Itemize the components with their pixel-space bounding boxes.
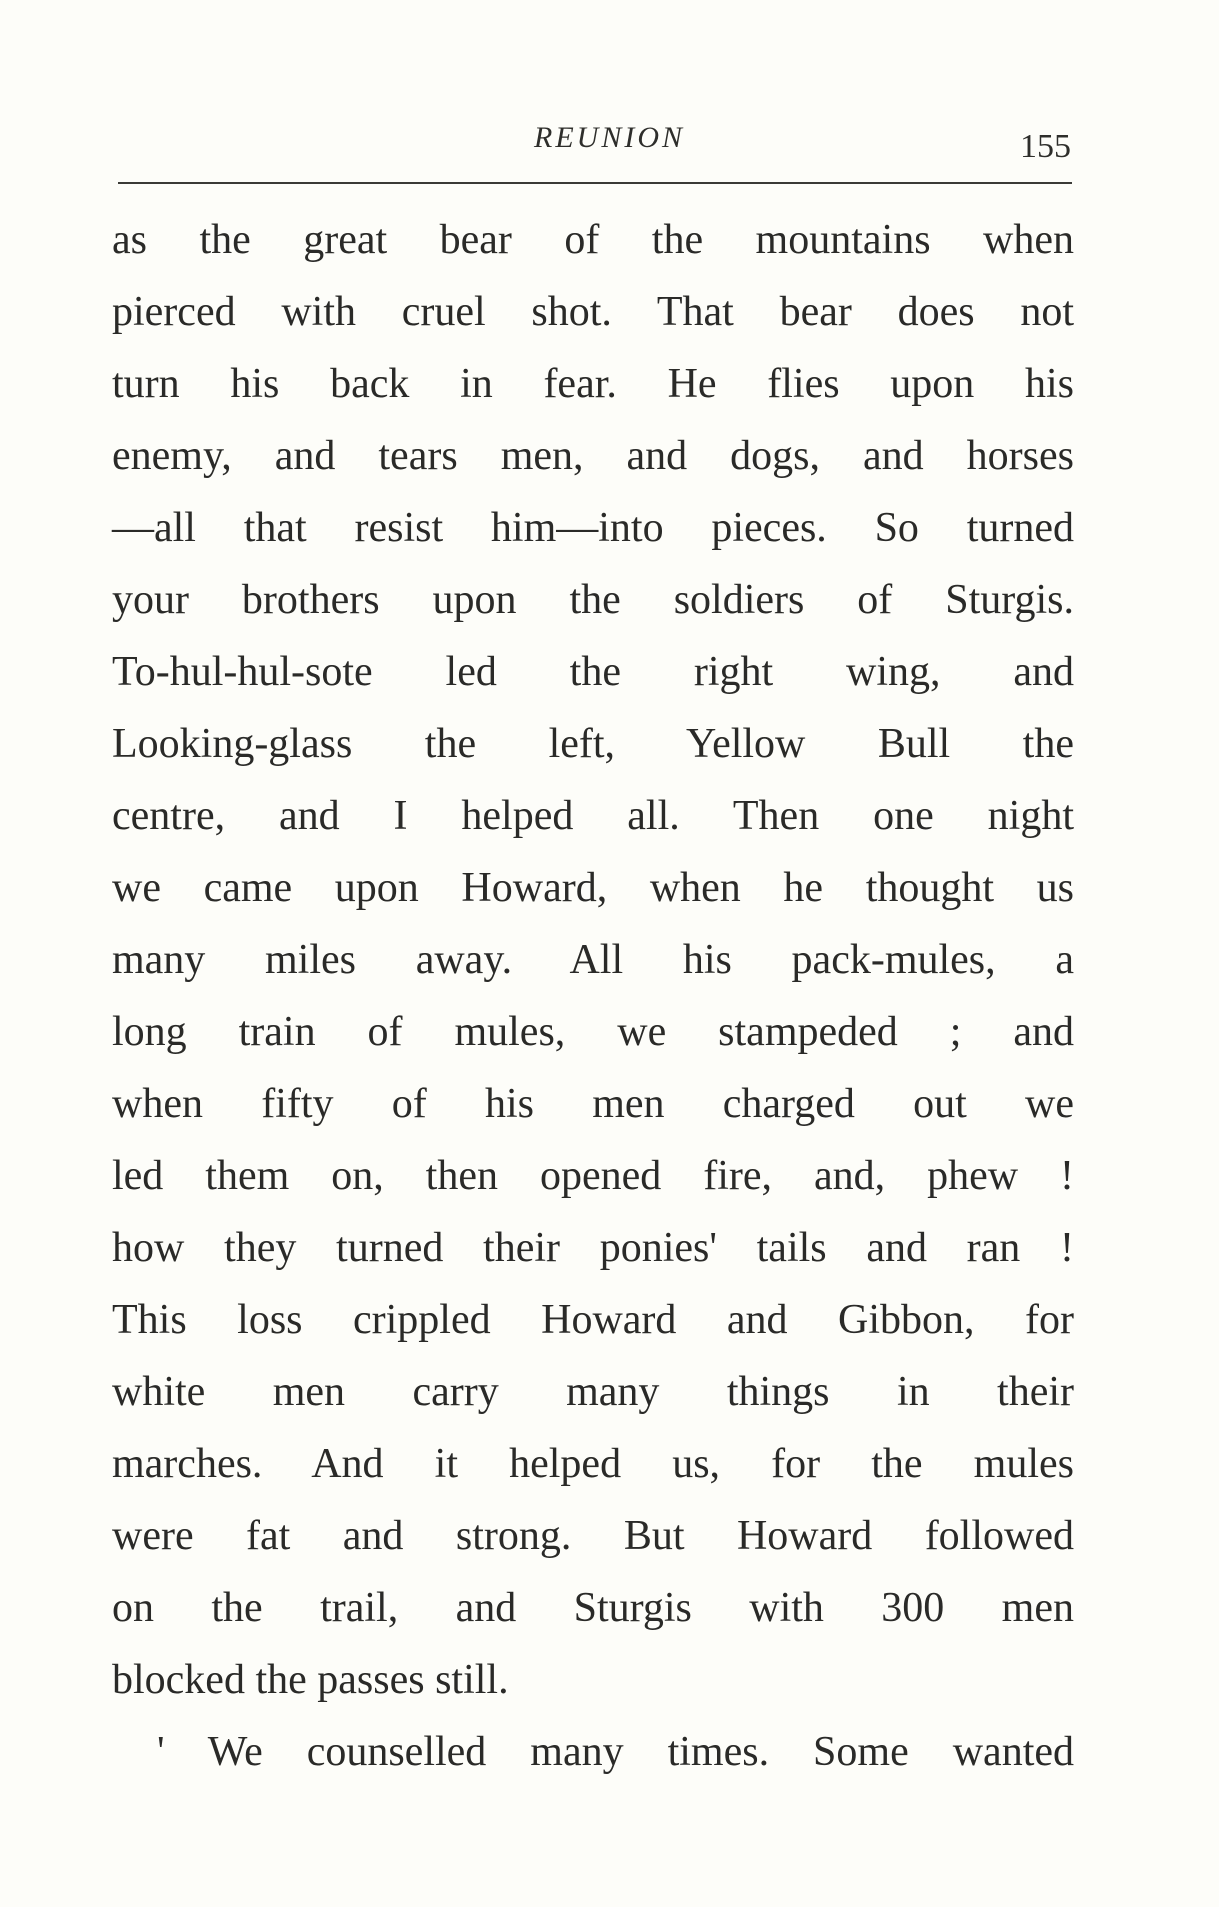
text-line: led them on, then opened fire, and, phew ! [112,1153,1074,1199]
header-rule [118,182,1072,184]
text-line: enemy, and tears men, and dogs, and horses [112,433,1074,479]
body-text [112,204,1074,1788]
text-line: when fifty of his men charged out we [112,1081,1074,1127]
text-line: turn his back in fear. He flies upon his [112,361,1074,407]
text-line: centre, and I helped all. Then one night [112,793,1074,839]
text-line: long train of mules, we stampeded ; and [112,1009,1074,1055]
text-line: marches. And it helped us, for the mules [112,1441,1074,1487]
text-line: To-hul-hul-sote led the right wing, and [112,649,1074,695]
text-line: your brothers upon the soldiers of Sturgis. [112,577,1074,623]
text-line-paragraph-end: blocked the passes still. [112,1657,509,1703]
text-line: —all that resist him—into pieces. So turned [112,505,1074,551]
page-number: 155 [1020,128,1071,165]
text-line: many miles away. All his pack-mules, a [112,937,1074,983]
running-title: REUNION [534,121,685,154]
text-line: white men carry many things in their [112,1369,1074,1415]
text-line-paragraph-start: ' We counselled many times. Some wanted [157,1729,1074,1775]
text-line: on the trail, and Sturgis with 300 men [112,1585,1074,1631]
text-line: Looking-glass the left, Yellow Bull the [112,721,1074,767]
text-line: as the great bear of the mountains when [112,217,1074,263]
text-line: how they turned their ponies' tails and ran ! [112,1225,1074,1271]
text-line: This loss crippled Howard and Gibbon, for [112,1297,1074,1343]
text-line: we came upon Howard, when he thought us [112,865,1074,911]
text-line: pierced with cruel shot. That bear does not [112,289,1074,335]
text-line: were fat and strong. But Howard followed [112,1513,1074,1559]
